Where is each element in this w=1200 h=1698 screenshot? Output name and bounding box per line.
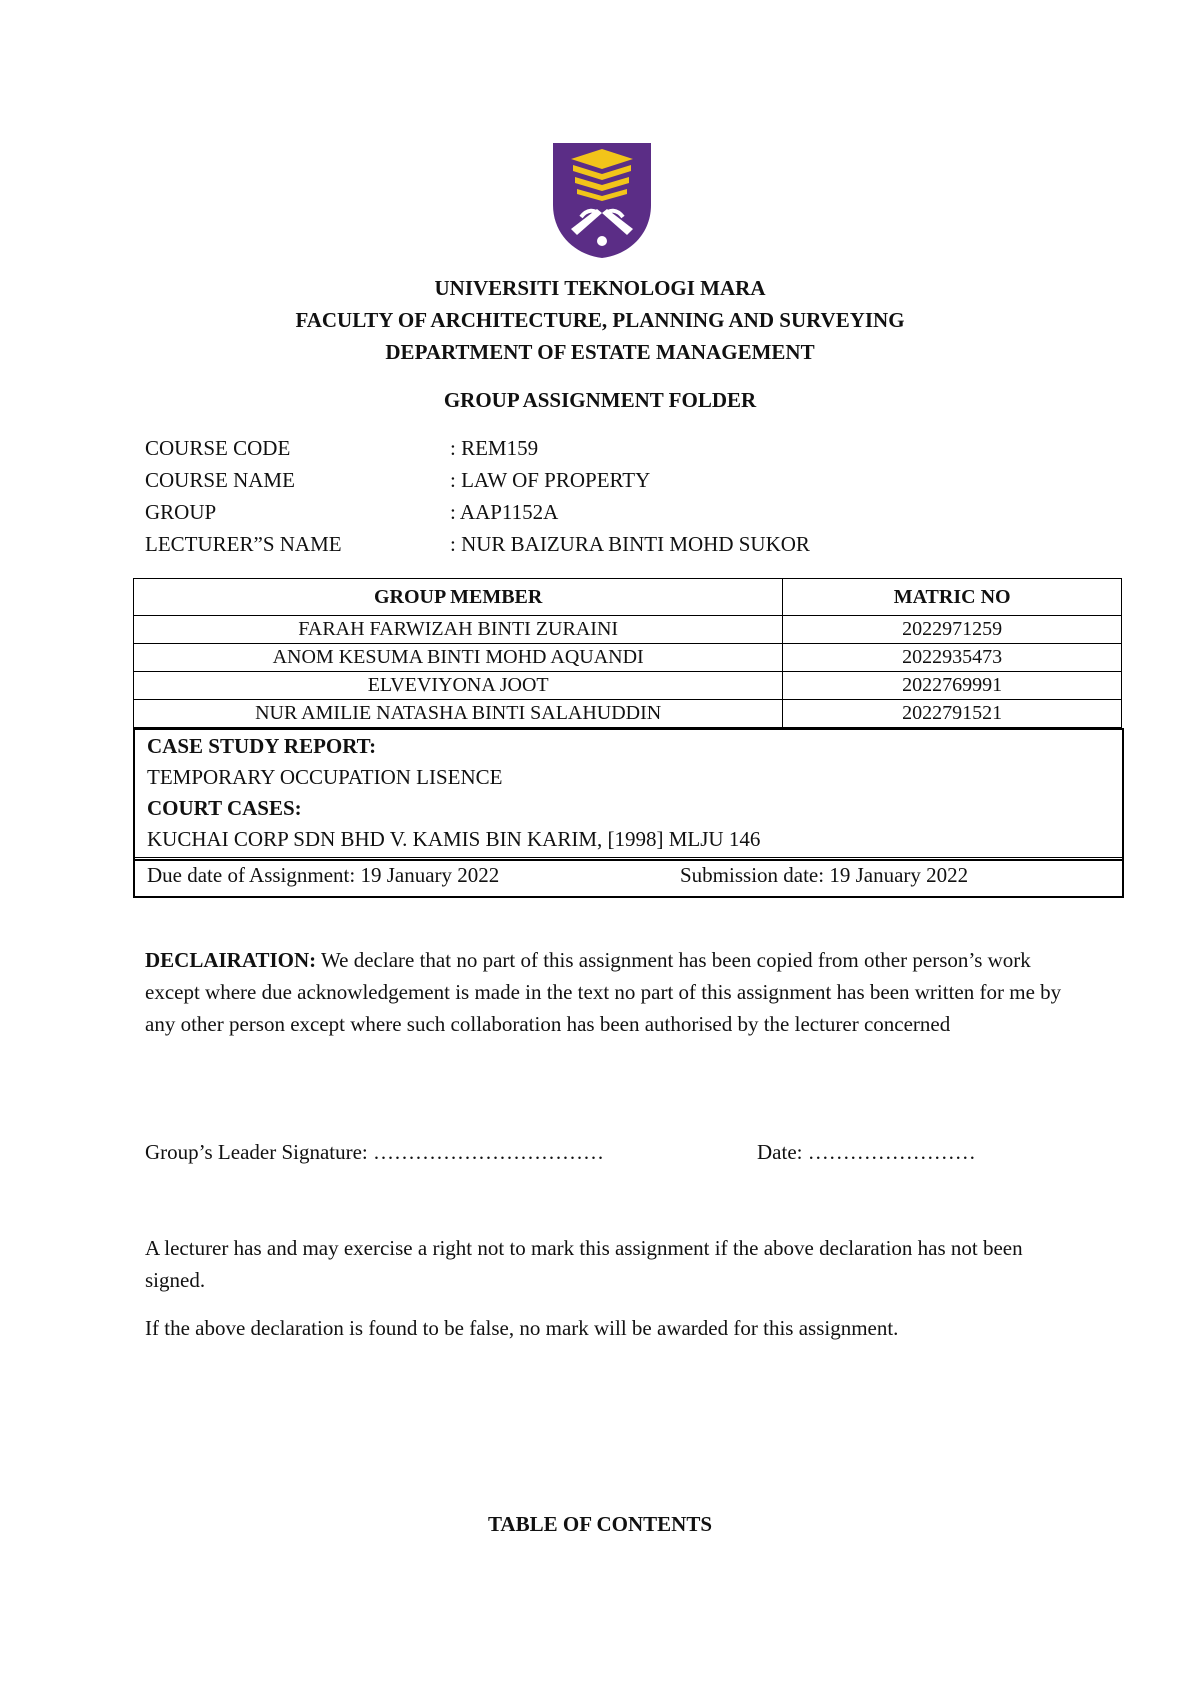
course-name-label: COURSE NAME	[145, 468, 295, 492]
course-code-row	[145, 436, 1045, 466]
department-name: DEPARTMENT OF ESTATE MANAGEMENT	[385, 340, 815, 364]
matric-number: 2022935473	[783, 644, 1122, 672]
false-declaration-notice: If the above declaration is found to be false, no mark will be awarded for this assignment.	[145, 1316, 899, 1340]
course-code-value: : REM159	[450, 436, 539, 460]
course-name-value: : LAW OF PROPERTY	[450, 468, 651, 492]
course-code-label: COURSE CODE	[145, 436, 291, 460]
submission-date: Submission date: 19 January 2022	[680, 863, 969, 887]
matric-column-header: MATRIC NO	[783, 579, 1122, 616]
member-name: NUR AMILIE NATASHA BINTI SALAHUDDIN	[134, 700, 783, 728]
faculty-name: FACULTY OF ARCHITECTURE, PLANNING AND SURVEYING	[295, 308, 905, 332]
university-name: UNIVERSITI TEKNOLOGI MARA	[434, 276, 766, 300]
matric-number: 2022791521	[783, 700, 1122, 728]
table-row	[134, 700, 1122, 728]
marking-notice: A lecturer has and may exercise a right not to mark this assignment if the above declaration has not been signed.	[145, 1236, 1023, 1292]
lecturer-value: : NUR BAIZURA BINTI MOHD SUKOR	[450, 532, 810, 556]
matric-number: 2022971259	[783, 616, 1122, 644]
case-study-title: TEMPORARY OCCUPATION LISENCE	[147, 765, 503, 789]
dates-row	[133, 857, 1124, 898]
group-row	[145, 500, 1045, 530]
table-row	[134, 616, 1122, 644]
table-row	[134, 644, 1122, 672]
signature-row	[145, 1136, 1075, 1168]
group-value: : AAP1152A	[450, 500, 559, 524]
court-case-citation: KUCHAI CORP SDN BHD V. KAMIS BIN KARIM, [1998] MLJU 146	[147, 827, 761, 851]
group-label: GROUP	[145, 500, 217, 524]
leader-signature-line: Group’s Leader Signature: ……………………………	[145, 1140, 605, 1164]
group-members-table	[133, 578, 1122, 728]
member-name: ANOM KESUMA BINTI MOHD AQUANDI	[134, 644, 783, 672]
folder-title: GROUP ASSIGNMENT FOLDER	[443, 388, 757, 412]
declaration-label: DECLAIRATION:	[145, 948, 317, 972]
court-cases-label: COURT CASES:	[147, 796, 302, 820]
declaration-paragraph	[145, 944, 1075, 1040]
member-name: ELVEVIYONA JOOT	[134, 672, 783, 700]
case-study-box	[133, 728, 1124, 861]
member-column-header: GROUP MEMBER	[134, 579, 783, 616]
table-of-contents-heading: TABLE OF CONTENTS	[487, 1512, 713, 1536]
declaration-text: We declare that no part of this assignment has been copied from other person’s work except where due acknowledgement is made in the text no part of this assignment has been written for me by any other person except where such collaboration has been authorised by the lecturer concerned	[145, 948, 1062, 1036]
course-name-row	[145, 468, 1045, 498]
signature-date-line: Date: ……………………	[757, 1140, 976, 1164]
lecturer-label: LECTURER”S NAME	[145, 532, 342, 556]
university-crest-logo	[553, 143, 651, 258]
member-name: FARAH FARWIZAH BINTI ZURAINI	[134, 616, 783, 644]
case-study-label: CASE STUDY REPORT:	[147, 734, 377, 758]
table-header-row	[134, 579, 1122, 616]
due-date: Due date of Assignment: 19 January 2022	[147, 863, 500, 887]
matric-number: 2022769991	[783, 672, 1122, 700]
lecturer-row	[145, 532, 1045, 562]
table-row	[134, 672, 1122, 700]
